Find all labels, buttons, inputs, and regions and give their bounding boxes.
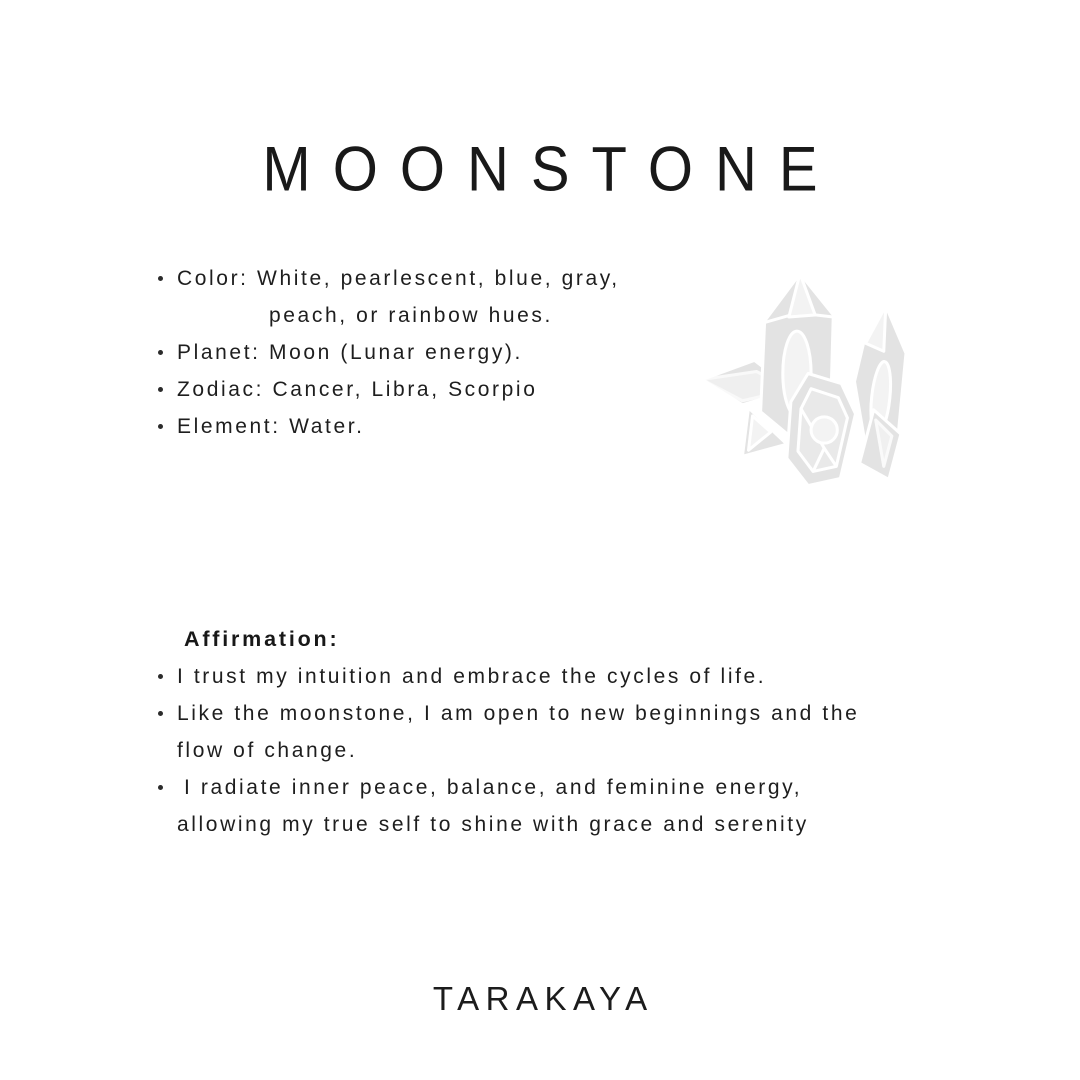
bullet-icon bbox=[158, 350, 163, 355]
list-item-planet bbox=[158, 334, 758, 371]
affirmation-list bbox=[158, 658, 978, 843]
page-title: MOONSTONE bbox=[262, 134, 840, 205]
bullet-icon bbox=[158, 387, 163, 392]
bullet-icon bbox=[158, 711, 163, 716]
detail-planet: Planet: Moon (Lunar energy). bbox=[177, 341, 523, 364]
affirmation-heading: Affirmation: bbox=[184, 627, 340, 651]
affirmation-1: I trust my intuition and embrace the cycles of life. bbox=[177, 665, 767, 688]
detail-element: Element: Water. bbox=[177, 415, 365, 438]
bullet-icon bbox=[158, 785, 163, 790]
detail-color-line1: Color: White, pearlescent, blue, gray, bbox=[177, 267, 620, 290]
affirmation-2-line1: Like the moonstone, I am open to new beginnings and the bbox=[177, 702, 860, 725]
affirmation-item bbox=[158, 695, 978, 769]
detail-zodiac: Zodiac: Cancer, Libra, Scorpio bbox=[177, 378, 538, 401]
detail-color-line2: peach, or rainbow hues. bbox=[269, 304, 553, 327]
affirmation-section bbox=[158, 621, 978, 843]
affirmation-2-line2: flow of change. bbox=[177, 739, 358, 762]
bullet-icon bbox=[158, 276, 163, 281]
crystal-cluster-illustration bbox=[696, 260, 908, 488]
brand-logo: TARAKAYA bbox=[432, 980, 654, 1017]
list-item-zodiac bbox=[158, 371, 758, 408]
list-item-element bbox=[158, 408, 758, 445]
details-list bbox=[158, 260, 758, 445]
affirmation-item bbox=[158, 769, 978, 843]
affirmation-item bbox=[158, 658, 978, 695]
bullet-icon bbox=[158, 424, 163, 429]
bullet-icon bbox=[158, 674, 163, 679]
list-item-color bbox=[158, 260, 758, 334]
affirmation-3-line1: I radiate inner peace, balance, and feminine energy, bbox=[184, 776, 803, 799]
affirmation-3-line2: allowing my true self to shine with grace and serenity bbox=[177, 813, 809, 836]
